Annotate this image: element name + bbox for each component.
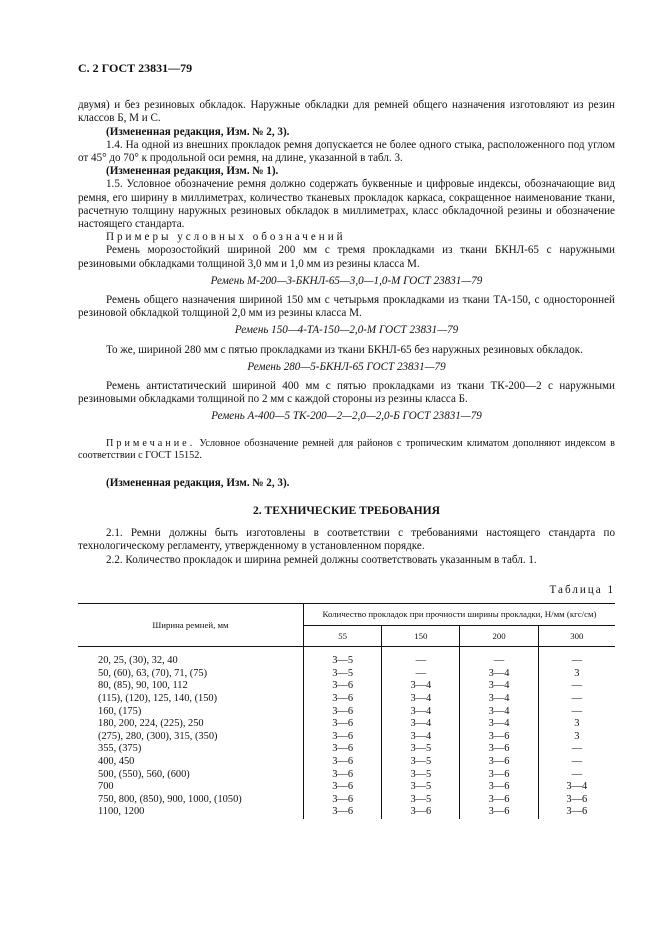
cell-plies: 3—6 [460, 731, 538, 744]
cell-plies: 3—6 [304, 794, 382, 807]
cell-plies: 3—5 [382, 756, 460, 769]
table-row [78, 655, 615, 668]
example-1: Ремень морозостойкий шириной 200 мм с тремя прокладками из ткани БКНЛ-65 с наружными резиновыми обкладками толщиной 3,0 мм и 1,0 мм из резины класса М. [78, 244, 615, 270]
table-row [78, 794, 615, 807]
cell-plies: — [538, 743, 615, 756]
cell-plies: 3—6 [304, 781, 382, 794]
cell-plies: 3—6 [304, 756, 382, 769]
clause-2-2: 2.2. Количество прокладок и ширина ремней должны соответствовать указанным в табл. 1. [106, 553, 537, 566]
note-label: Примечание. [106, 437, 196, 449]
cell-plies: 3—4 [460, 668, 538, 681]
revision-note: (Измененная редакция, Изм. № 1). [106, 165, 279, 178]
strength-header: 55 [304, 625, 382, 647]
cell-width: 50, (60), 63, (70), 71, (75) [98, 667, 208, 679]
designation-formula-1: Ремень М-200—3-БКНЛ-65—3,0—1,0-М ГОСТ 23831—79 [210, 274, 483, 287]
cell-plies: 3—5 [382, 769, 460, 782]
cell-plies: 3—6 [460, 769, 538, 782]
section-title: 2. ТЕХНИЧЕСКИЕ ТРЕБОВАНИЯ [252, 504, 441, 518]
cell-plies: 3—6 [304, 743, 382, 756]
table-row [78, 781, 615, 794]
table-row [78, 680, 615, 693]
example-4: Ремень антистатический шириной 400 мм с пятью прокладками из ткани ТК-200—2 с наружными резиновыми обкладками толщиной по 2 мм с каждой стороны из резины класса Б. [78, 380, 615, 406]
clause-1-4: 1.4. На одной из внешних прокладок ремня допускается не более одного стыка, расположенного под углом от 45° до 70° к продольной оси ремня, на длине, указанной в табл. 3. [78, 138, 615, 165]
cell-width: 355, (375) [98, 743, 142, 755]
strength-header: 200 [460, 625, 538, 647]
cell-plies: 3—4 [460, 680, 538, 693]
note-text: Условное обозначение ремней для районов с тропическим климатом дополняют индексом в соответствии с ГОСТ 15152. [78, 437, 615, 462]
cell-plies: — [538, 693, 615, 706]
designation-formula-3: Ремень 280—5-БКНЛ-65 ГОСТ 23831—79 [247, 360, 446, 373]
paragraph-continuation: двумя) и без резиновых обкладок. Наружные обкладки для ремней общего назначения изготовляют из резин классов Б, М и С. [78, 99, 615, 125]
cell-plies: 3—6 [304, 731, 382, 744]
cell-plies: 3—6 [460, 794, 538, 807]
cell-plies: 3—4 [460, 693, 538, 706]
cell-width: 20, 25, (30), 32, 40 [98, 655, 178, 667]
table-caption: Таблица 1 [549, 583, 615, 596]
table-row [78, 806, 615, 819]
table-row [78, 756, 615, 769]
cell-width: 1100, 1200 [98, 806, 145, 818]
cell-plies: 3—6 [460, 756, 538, 769]
cell-width: 500, (550), 560, (600) [98, 768, 190, 780]
table-row [78, 743, 615, 756]
column-group-header: Количество прокладок при прочности ширины прокладки, Н/мм (кгс/см) [304, 604, 615, 626]
clause-2-1: 2.1. Ремни должны быть изготовлены в соответствии с требованиями настоящего стандарта по технологическому регламенту, утвержденному в установленном порядке. [78, 527, 615, 553]
cell-plies: 3—6 [304, 680, 382, 693]
cell-plies: 3—4 [460, 706, 538, 719]
column-header-width: Ширина ремней, мм [78, 604, 304, 647]
clause-1-5: 1.5. Условное обозначение ремня должно содержать буквенные и цифровые индексы, обозначающие вид ремня, его ширину в миллиметрах, количество тканевых прокладок каркаса, сокращенное наименование ткани, расчетную толщину наружных резиновых обкладок в миллиметрах, класс обкладочной резины и обозначение настоящего стандарта. [78, 178, 615, 231]
strength-header: 150 [382, 625, 460, 647]
cell-plies: 3—6 [304, 693, 382, 706]
cell-plies: 3—6 [460, 781, 538, 794]
note [78, 438, 615, 463]
cell-plies: 3—4 [382, 731, 460, 744]
cell-width: 180, 200, 224, (225), 250 [98, 718, 204, 730]
cell-plies: 3 [538, 731, 615, 744]
cell-plies: 3—6 [304, 769, 382, 782]
table-row [78, 769, 615, 782]
cell-width: (115), (120), 125, 140, (150) [98, 693, 218, 705]
cell-plies: — [460, 655, 538, 668]
cell-width: 750, 800, (850), 900, 1000, (1050) [98, 793, 242, 805]
cell-plies: 3—6 [304, 806, 382, 819]
cell-plies: 3—6 [382, 806, 460, 819]
cell-width: (275), 280, (300), 315, (350) [98, 730, 218, 742]
table-row [78, 718, 615, 731]
cell-plies: — [538, 756, 615, 769]
designation-formula-4: Ремень А-400—5 ТК-200—2—2,0—2,0-Б ГОСТ 23831—79 [211, 410, 482, 423]
cell-plies: — [538, 680, 615, 693]
cell-plies: 3—4 [382, 680, 460, 693]
cell-plies: 3—6 [304, 706, 382, 719]
table-row [78, 706, 615, 719]
strength-header: 300 [538, 625, 615, 647]
cell-plies: 3—4 [460, 718, 538, 731]
cell-plies: 3—5 [304, 668, 382, 681]
cell-plies: 3—6 [538, 794, 615, 807]
document-page [78, 62, 615, 819]
cell-plies: 3—4 [382, 718, 460, 731]
cell-plies: 3—5 [304, 655, 382, 668]
revision-note: (Измененная редакция, Изм. № 2, 3). [106, 125, 290, 138]
cell-plies: 3—6 [538, 806, 615, 819]
cell-plies: 3 [538, 668, 615, 681]
example-3: То же, шириной 280 мм с пятью прокладками из ткани БКНЛ-65 без наружных резиновых обкладок. [106, 343, 583, 356]
cell-plies: — [538, 769, 615, 782]
table-row [78, 668, 615, 681]
cell-plies: 3—5 [382, 743, 460, 756]
cell-plies: 3—4 [382, 706, 460, 719]
example-2: Ремень общего назначения шириной 150 мм с четырьмя прокладками из ткани ТА-150, с односторонней резиновой обкладкой толщиной 2,0 мм из резины класса М. [78, 294, 615, 320]
cell-plies: — [382, 668, 460, 681]
examples-title: Примеры условных обозначений [106, 231, 346, 244]
cell-plies: 3—6 [460, 743, 538, 756]
cell-plies: 3—4 [538, 781, 615, 794]
cell-plies: — [538, 706, 615, 719]
cell-width: 80, (85), 90, 100, 112 [98, 680, 188, 692]
cell-plies: 3—5 [382, 781, 460, 794]
cell-plies: — [382, 655, 460, 668]
cell-plies: — [538, 655, 615, 668]
cell-width: 700 [98, 781, 114, 793]
belt-width-table [78, 603, 615, 819]
cell-plies: 3—5 [382, 794, 460, 807]
cell-plies: 3 [538, 718, 615, 731]
cell-width: 400, 450 [98, 756, 135, 768]
designation-formula-2: Ремень 150—4-ТА-150—2,0-М ГОСТ 23831—79 [234, 324, 459, 337]
table-row [78, 693, 615, 706]
revision-note: (Измененная редакция, Изм. № 2, 3). [106, 476, 290, 489]
cell-plies: 3—6 [304, 718, 382, 731]
page-header: С. 2 ГОСТ 23831—79 [78, 61, 193, 75]
cell-plies: 3—4 [382, 693, 460, 706]
table-row [78, 731, 615, 744]
cell-width: 160, (175) [98, 705, 142, 717]
cell-plies: 3—6 [460, 806, 538, 819]
